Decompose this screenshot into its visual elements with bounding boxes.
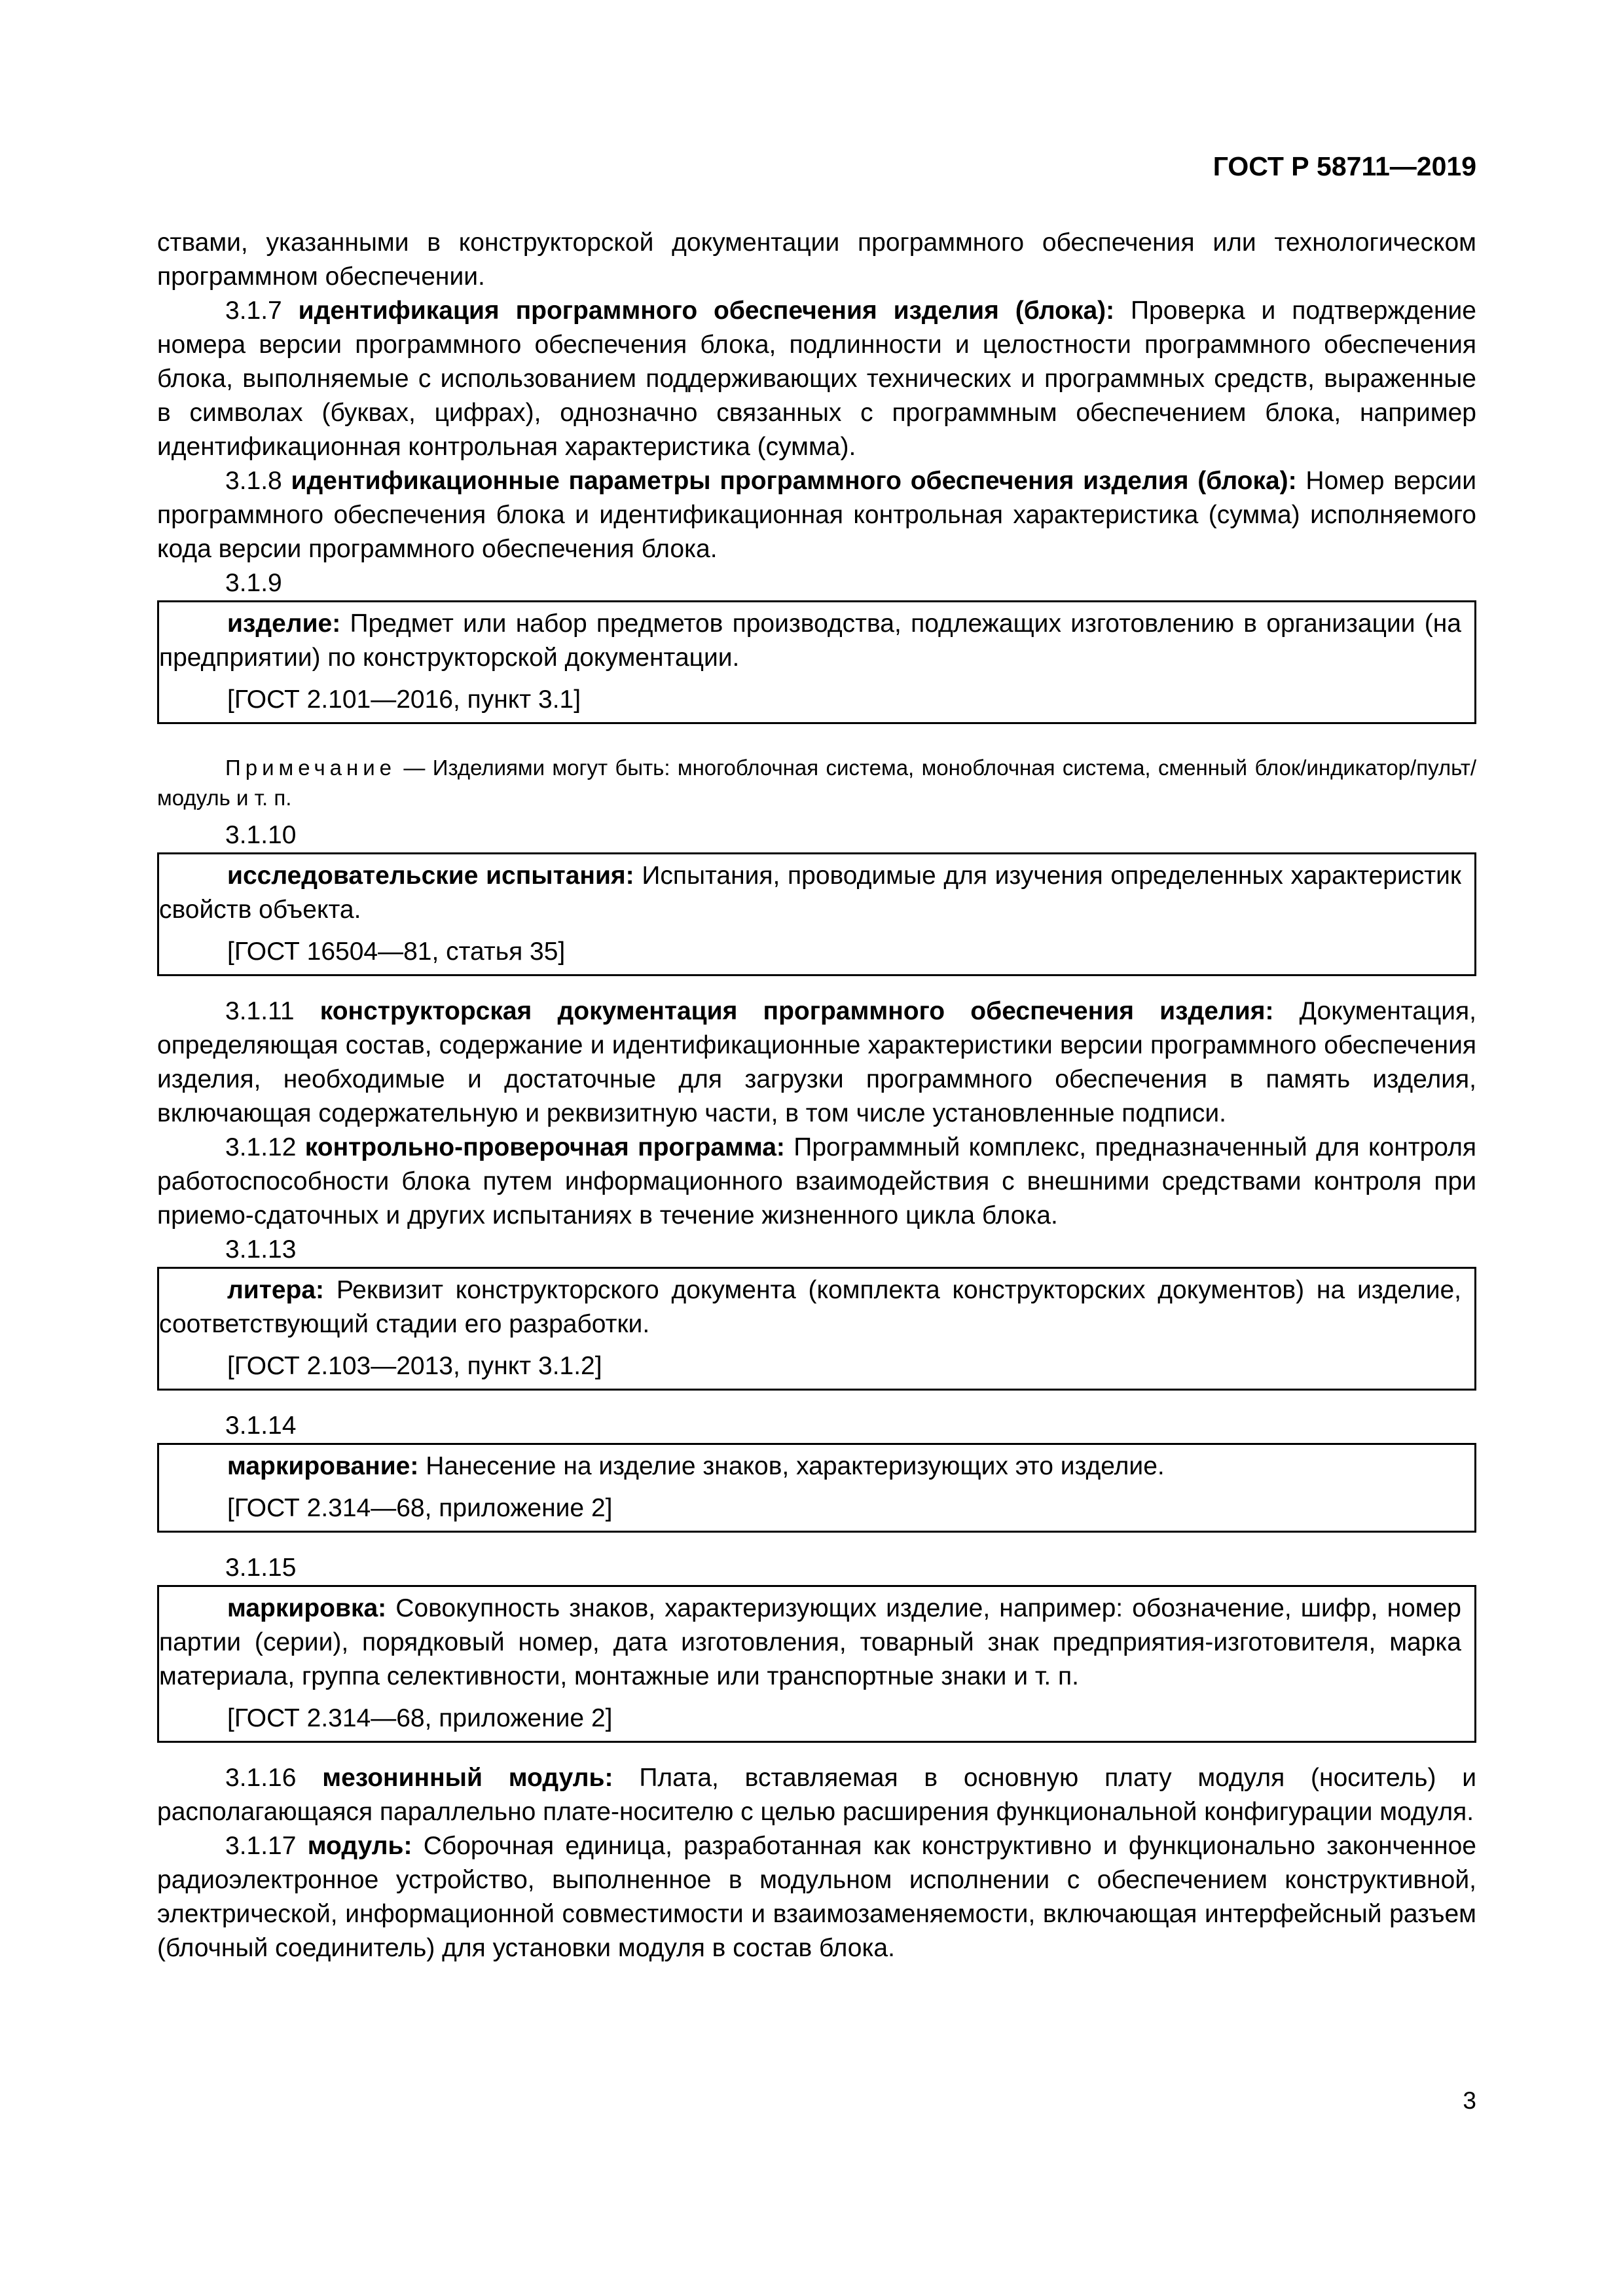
term-box-3-1-13 [157, 1267, 1476, 1391]
section-number-3-1-10: 3.1.10 [225, 821, 297, 849]
definition: Предмет или набор предметов производства, подлежащих изготовлению в организации (на предприятии) по конструкторской документации. [159, 610, 1461, 672]
definition: Реквизит конструкторского документа (комплекта конструкторских документов) на изделие, соответствующий стадии его разработки. [159, 1276, 1462, 1338]
document-code: ГОСТ Р 58711—2019 [1213, 151, 1476, 181]
definition: Нанесение на изделие знаков, характеризующих это изделие. [426, 1452, 1165, 1480]
term: литера: [227, 1276, 325, 1304]
term-box-3-1-14 [157, 1443, 1476, 1533]
term-box-3-1-15 [157, 1585, 1476, 1743]
section-3-1-11 [157, 994, 1476, 1131]
section-number: 3.1.8 [225, 467, 282, 495]
term-box-3-1-9 [157, 600, 1476, 724]
continuation-paragraph: ствами, указанными в конструкторской документации программного обеспечения или технологическом программном обеспечении. [157, 228, 1476, 291]
section-number: 3.1.17 [225, 1832, 297, 1860]
term-source: [ГОСТ 16504—81, статья 35] [227, 938, 566, 966]
term-source: [ГОСТ 2.314—68, приложение 2] [227, 1494, 613, 1522]
definition: Программный комплекс, предназначенный для контроля работоспособности блока путем информационного взаимодействия с внешними средствами контроля при приемо-сдаточных и других испытаниях в течение жизненного цикла блока. [157, 1133, 1477, 1230]
note-text: — Изделиями могут быть: многоблочная система, моноблочная система, сменный блок/индикатор/пульт/модуль и т. п. [157, 756, 1477, 810]
section-3-1-16 [157, 1761, 1476, 1829]
note [157, 753, 1476, 813]
term: изделие: [227, 610, 341, 638]
definition: Плата, вставляемая в основную плату модуля (носитель) и располагающаяся параллельно плате-носителю с целью расширения функциональной конфигурации модуля. [157, 1764, 1477, 1826]
note-label: Примечание [225, 756, 397, 780]
section-number-3-1-15: 3.1.15 [225, 1554, 297, 1582]
term: контрольно-проверочная программа: [304, 1133, 785, 1161]
term: исследовательские испытания: [227, 862, 634, 890]
section-3-1-12 [157, 1131, 1476, 1233]
section-number-3-1-9: 3.1.9 [225, 569, 282, 597]
term: мезонинный модуль: [322, 1764, 613, 1792]
definition: Документация, определяющая состав, содержание и идентификационные характеристики версии программного обеспечения изделия, необходимые и достаточные для загрузки программного обеспечения в память изделия, включающая содержательную и реквизитную части, в том числе установленные подписи. [157, 997, 1476, 1127]
term-definition [159, 1449, 1461, 1484]
page-number: 3 [1463, 2087, 1476, 2114]
section-number: 3.1.7 [225, 297, 282, 325]
section-number-3-1-14: 3.1.14 [225, 1412, 297, 1440]
term: конструкторская документация программного обеспечения изделия: [319, 997, 1274, 1025]
term-definition [159, 1592, 1461, 1694]
page-content [157, 226, 1476, 1965]
definition: Сборочная единица, разработанная как конструктивно и функционально законченное радиоэлектронное устройство, выполненное в модульном исполнении с обеспечением конструктивной, электрической, информационной совместимости и взаимозаменяемости, включающая интерфейсный разъем (блочный соединитель) для установки модуля в состав блока. [157, 1832, 1476, 1962]
section-number: 3.1.11 [225, 997, 295, 1025]
section-3-1-8 [157, 464, 1476, 566]
definition: Испытания, проводимые для изучения определенных характеристик свойств объекта. [159, 862, 1461, 924]
term-source: [ГОСТ 2.103—2013, пункт 3.1.2] [227, 1352, 602, 1380]
term-source: [ГОСТ 2.101—2016, пункт 3.1] [227, 685, 581, 714]
section-3-1-17 [157, 1829, 1476, 1965]
term-box-3-1-10 [157, 852, 1476, 976]
section-number: 3.1.12 [225, 1133, 297, 1161]
definition: Совокупность знаков, характеризующих изделие, например: обозначение, шифр, номер партии (серии), порядковый номер, дата изготовления, товарный знак предприятия-изготовителя, марка материала, группа селективности, монтажные или транспортные знаки и т. п. [159, 1594, 1461, 1690]
term-definition [159, 607, 1461, 675]
term-definition [159, 1273, 1461, 1341]
term-source: [ГОСТ 2.314—68, приложение 2] [227, 1704, 613, 1732]
definition: Проверка и подтверждение номера версии программного обеспечения блока, подлинности и целостности программного обеспечения блока, выполняемые с использованием поддерживающих технических и программных средств, выраженные в символах (буквах, цифрах), однозначно связанных с программным обеспечением блока, например идентификационная контрольная характеристика (сумма). [157, 297, 1476, 461]
term: идентификационные параметры программного обеспечения изделия (блока): [291, 467, 1297, 495]
term-definition [159, 859, 1461, 927]
definition: Номер версии программного обеспечения блока и идентификационная контрольная характеристика (сумма) исполняемого кода версии программного обеспечения блока. [157, 467, 1476, 563]
section-number: 3.1.16 [225, 1764, 297, 1792]
term: идентификация программного обеспечения изделия (блока): [298, 297, 1115, 325]
term: маркирование: [227, 1452, 419, 1480]
section-3-1-7 [157, 294, 1476, 464]
term: маркировка: [227, 1594, 387, 1622]
term: модуль: [307, 1832, 412, 1860]
section-number-3-1-13: 3.1.13 [225, 1235, 297, 1264]
